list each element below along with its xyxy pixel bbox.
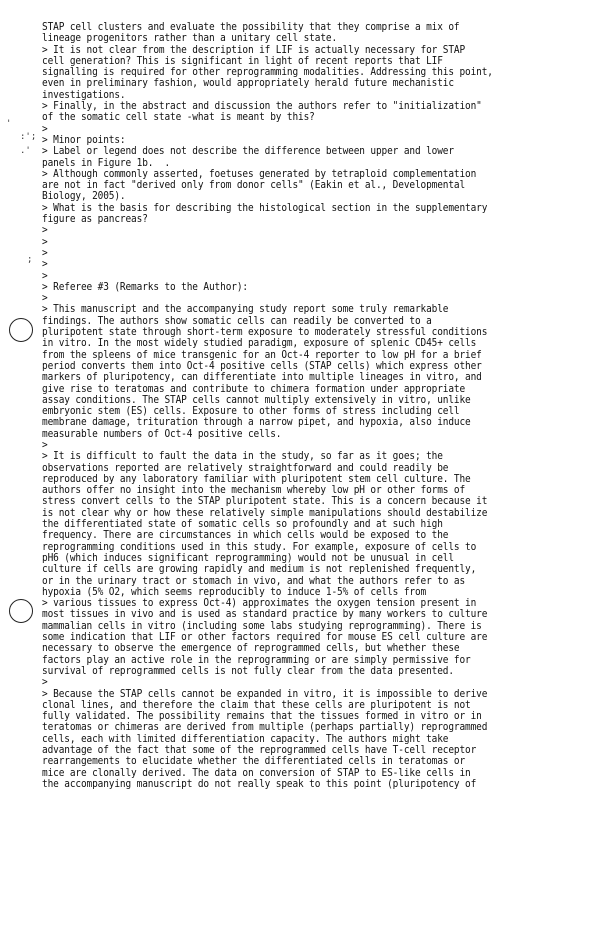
text-line: > various tissues to express Oct-4) approximates the oxygen tension present in — [42, 597, 477, 609]
text-line: are not in fact "derived only from donor cells" (Eakin et al., Developmental — [42, 179, 466, 191]
text-line: > Although commonly asserted, foetuses generated by tetraploid complementation — [42, 167, 477, 180]
text-line: survival of reprogrammed cells is not fully clear from the data presented. — [42, 664, 454, 677]
text-line: in vitro. In the most widely studied paradigm, exposure of splenic CD45+ cells — [42, 337, 477, 349]
text-line: factors play an active role in the reprogramming or are simply permissive for — [42, 653, 471, 665]
text-line: the differentiated state of somatic cells so profoundly and at such high — [42, 518, 443, 530]
text-line: most tissues in vivo and is used as standard practice by many workers to culture — [42, 608, 488, 620]
text-line: assay conditions. The STAP cells cannot multiply extensively in vitro, unlike — [42, 393, 471, 406]
text-line: the accompanying manuscript do not really speak to this point (pluripotency of — [42, 777, 477, 790]
text-line: period converts them into Oct-4 positive cells (STAP cells) which express other — [42, 359, 482, 372]
text-line: signalling is required for other reprogramming modalities. Addressing this point, — [42, 66, 493, 78]
text-line: advantage of the fact that some of the reprogrammed cells have T-cell receptor — [42, 744, 477, 756]
text-line: > — [42, 292, 48, 304]
margin-scribble-mark: ; — [27, 255, 33, 265]
margin-tick-mark: ' — [6, 119, 12, 129]
text-line: frequency. There are circumstances in which cells would be exposed to the — [42, 529, 449, 541]
text-line: > It is not clear from the description if LIF is actually necessary for STAP — [42, 43, 466, 55]
text-line: lineage progenitors rather than a unitary cell state. — [42, 32, 338, 44]
text-line: > — [42, 224, 48, 236]
text-line: hypoxia (5% O2, which seems reproducibly to induce 1-5% of cells from — [42, 585, 427, 598]
text-line: cell generation? This is significant in light of recent reports that LIF — [42, 54, 443, 67]
text-line: mammalian cells in vitro (including some labs studying reprogramming). There is — [42, 619, 482, 632]
text-line: measurable numbers of Oct-4 positive cells. — [42, 427, 282, 439]
text-line: > — [42, 676, 48, 688]
text-line: figure as pancreas? — [42, 213, 148, 225]
text-line: reprogramming conditions used in this study. For example, exposure of cells to — [42, 540, 477, 552]
text-line: pH6 (which induces significant reprogramming) would not be unusual in cell — [42, 551, 454, 564]
text-line: authors offer no insight into the mechanism whereby low pH or other forms of — [42, 484, 466, 496]
text-line: > Because the STAP cells cannot be expanded in vitro, it is impossible to derive — [42, 687, 488, 699]
text-line: > — [42, 438, 48, 451]
text-line: mice are clonally derived. The data on conversion of STAP to ES-like cells in — [42, 766, 471, 778]
text-line: > — [42, 246, 48, 259]
text-line: > — [42, 235, 48, 247]
text-line: > — [42, 122, 48, 134]
text-line: > — [42, 269, 48, 281]
document-text — [42, 21, 602, 789]
text-line: reproduced by any laboratory familiar with pluripotent stem cell culture. The — [42, 472, 471, 485]
text-line: even in preliminary fashion, would appropriately herald future mechanistic — [42, 77, 454, 89]
text-line: Biology, 2005). — [42, 190, 126, 202]
text-line: stress convert cells to the STAP pluripotent state. This is a concern because it — [42, 495, 488, 507]
text-line: from the spleens of mice transgenic for an Oct-4 reporter to low pH for a brief — [42, 348, 482, 360]
text-line: some indication that LIF or other factors required for mouse ES cell culture are — [42, 631, 488, 643]
text-line: findings. The authors show somatic cells can readily be converted to a — [42, 314, 432, 327]
text-line: STAP cell clusters and evaluate the possibility that they comprise a mix of — [42, 21, 460, 33]
text-line: > Referee #3 (Remarks to the Author): — [42, 280, 248, 293]
text-line: markers of pluripotency, can differentiate into multiple lineages in vitro, and — [42, 371, 482, 383]
text-line: membrane damage, trituration through a narrow pipet, and hypoxia, also induce — [42, 416, 471, 428]
text-line: necessary to observe the emergence of reprogrammed cells, but whether these — [42, 642, 460, 654]
text-line: embryonic stem (ES) cells. Exposure to other forms of stress including cell — [42, 405, 460, 417]
margin-circle-mark — [9, 318, 33, 342]
text-line: teratomas or chimeras are derived from multiple (perhaps partially) reprogrammed — [42, 721, 488, 733]
text-line: give rise to teratomas and contribute to chimera formation under appropriate — [42, 382, 466, 394]
text-line: culture if cells are growing rapidly and medium is not replenished frequently, — [42, 563, 477, 575]
text-line: is not clear why or how these relatively simple manipulations should destabilize — [42, 506, 488, 519]
margin-circle-mark — [9, 599, 33, 623]
margin-scribble-mark: .' — [20, 146, 31, 156]
text-line: clonal lines, and therefore the claim that these cells are pluripotent is not — [42, 698, 471, 711]
text-line: or in the urinary tract or stomach in vivo, and what the authors refer to as — [42, 574, 466, 586]
text-line: > — [42, 258, 48, 270]
margin-scribble-mark: :'; — [20, 132, 37, 142]
text-line: of the somatic cell state -what is meant by this? — [42, 111, 315, 123]
text-line: > This manuscript and the accompanying study report some truly remarkable — [42, 303, 449, 315]
text-line: > Finally, in the abstract and discussion the authors refer to "initialization" — [42, 100, 482, 112]
text-line: > Minor points: — [42, 133, 126, 146]
text-line: panels in Figure 1b. . — [42, 156, 171, 168]
text-line: > Label or legend does not describe the difference between upper and lower — [42, 145, 454, 157]
text-line: cells, each with limited differentiation capacity. The authors might take — [42, 732, 449, 744]
text-line: > It is difficult to fault the data in the study, so far as it goes; the — [42, 450, 443, 462]
text-line: pluripotent state through short-term exposure to moderately stressful conditions — [42, 326, 488, 338]
text-line: fully validated. The possibility remains that the tissues formed in vitro or in — [42, 710, 482, 722]
text-line: rearrangements to elucidate whether the differentiated cells in teratomas or — [42, 755, 466, 767]
text-line: investigations. — [42, 88, 126, 101]
text-line: > What is the basis for describing the histological section in the supplementary — [42, 201, 488, 214]
text-line: observations reported are relatively straightforward and could readily be — [42, 461, 449, 473]
